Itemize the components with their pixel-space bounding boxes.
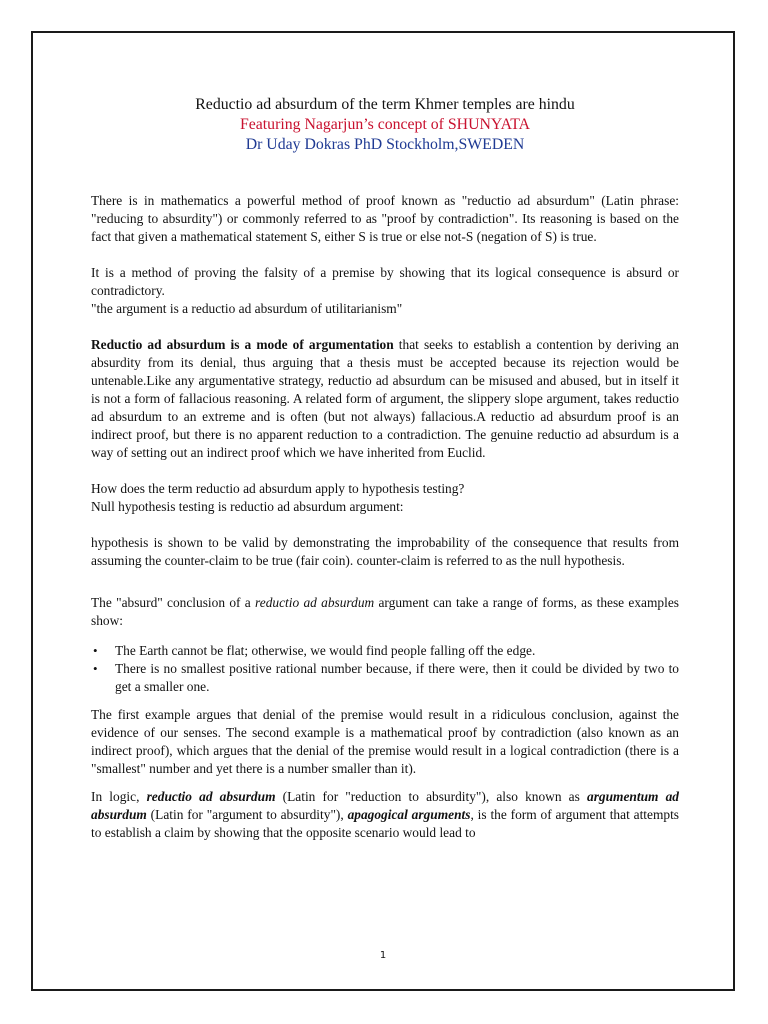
paragraph-argumentation-rest: that seeks to establish a contention by deriving an absurdity from its denial, thus arguing that a thesis must be accepted because its rejection would be untenable.Like any argumentative strategy, reductio ad absurdum can be misused and abused, but in itself it is not a form of fallacious reasoning. A related form of argument, the slippery slope argument, takes reductio ad absurdum to an extreme and is often (but not always) fallacious.A reductio ad absurdum proof is an indirect proof, but there is no apparent reduction to a contradiction. The genuine reductio ad absurdum is a way of setting out an indirect proof which we have inherited from Euclid. xyxy=(91,337,679,460)
list-item: • The Earth cannot be flat; otherwise, we would find people falling off the edge. xyxy=(91,642,679,660)
document-page xyxy=(31,31,735,991)
paragraph-definition xyxy=(91,264,679,318)
in-logic-d: argumentum ad absurdum xyxy=(91,789,679,822)
absurd-conclusion-post: argument can take a range of forms, as these examples show: xyxy=(91,595,679,628)
in-logic-e: (Latin for "argument to absurdity"), xyxy=(146,807,348,822)
paragraph-argumentation-bold: Reductio ad absurdum is a mode of argumentation xyxy=(91,337,394,352)
paragraph-absurd-conclusion xyxy=(91,594,679,630)
paragraph-intro: There is in mathematics a powerful method of proof known as "reductio ad absurdum" (Latin phrase: "reducing to absurdity") or commonly referred to as "proof by contradiction". Its reasoning is based on the fact that given a mathematical statement S, either S is true or else not-S (negation of S) is true. xyxy=(91,193,679,244)
document-subtitle: Featuring Nagarjun’s concept of SHUNYATA xyxy=(239,116,531,133)
paragraph-null-hypothesis: hypothesis is shown to be valid by demonstrating the improbability of the consequence that results from assuming the counter-claim to be true (fair coin). counter-claim is referred to as the null hypothesis. xyxy=(91,535,679,568)
paragraph-hypothesis-question xyxy=(91,480,679,516)
in-logic-a: In logic, xyxy=(91,789,147,804)
list-item: • There is no smallest positive rational number because, if there were, then it could be divided by two to get a smaller one. xyxy=(91,660,679,696)
paragraph-definition-text: It is a method of proving the falsity of a premise by showing that its logical consequence is absurd or contradictory. xyxy=(91,265,679,298)
absurd-conclusion-italic: reductio ad absurdum xyxy=(255,595,375,610)
hypothesis-answer: Null hypothesis testing is reductio ad absurdum argument: xyxy=(91,499,404,514)
hypothesis-question: How does the term reductio ad absurdum apply to hypothesis testing? xyxy=(91,481,465,496)
in-logic-g: , is the form of argument that attempts to establish a claim by showing that the opposite scenario would lead to xyxy=(91,807,680,840)
document-author: Dr Uday Dokras PhD Stockholm,SWEDEN xyxy=(245,136,525,153)
paragraph-argumentation xyxy=(91,336,679,462)
document-title: Reductio ad absurdum of the term Khmer temples are hindu xyxy=(195,96,575,113)
in-logic-b: reductio ad absurdum xyxy=(146,789,276,804)
in-logic-c: (Latin for "reduction to absurdity"), also known as xyxy=(275,789,587,804)
paragraph-examples-explained: The first example argues that denial of the premise would result in a ridiculous conclusion, against the evidence of our senses. The second example is a mathematical proof by contradiction (also known as an indirect proof), which argues that the denial of the premise would result in a logical contradiction (there is a "smallest" number and yet there is a number smaller than it). xyxy=(91,707,679,776)
title-block xyxy=(91,95,679,155)
page-number: 1 xyxy=(379,950,387,961)
paragraph-in-logic xyxy=(91,788,679,842)
paragraph-definition-quote: "the argument is a reductio ad absurdum of utilitarianism" xyxy=(91,301,403,316)
document-body xyxy=(91,95,679,842)
in-logic-f: apagogical arguments xyxy=(347,807,471,822)
examples-list xyxy=(91,642,679,696)
absurd-conclusion-pre: The "absurd" conclusion of a xyxy=(91,595,256,610)
